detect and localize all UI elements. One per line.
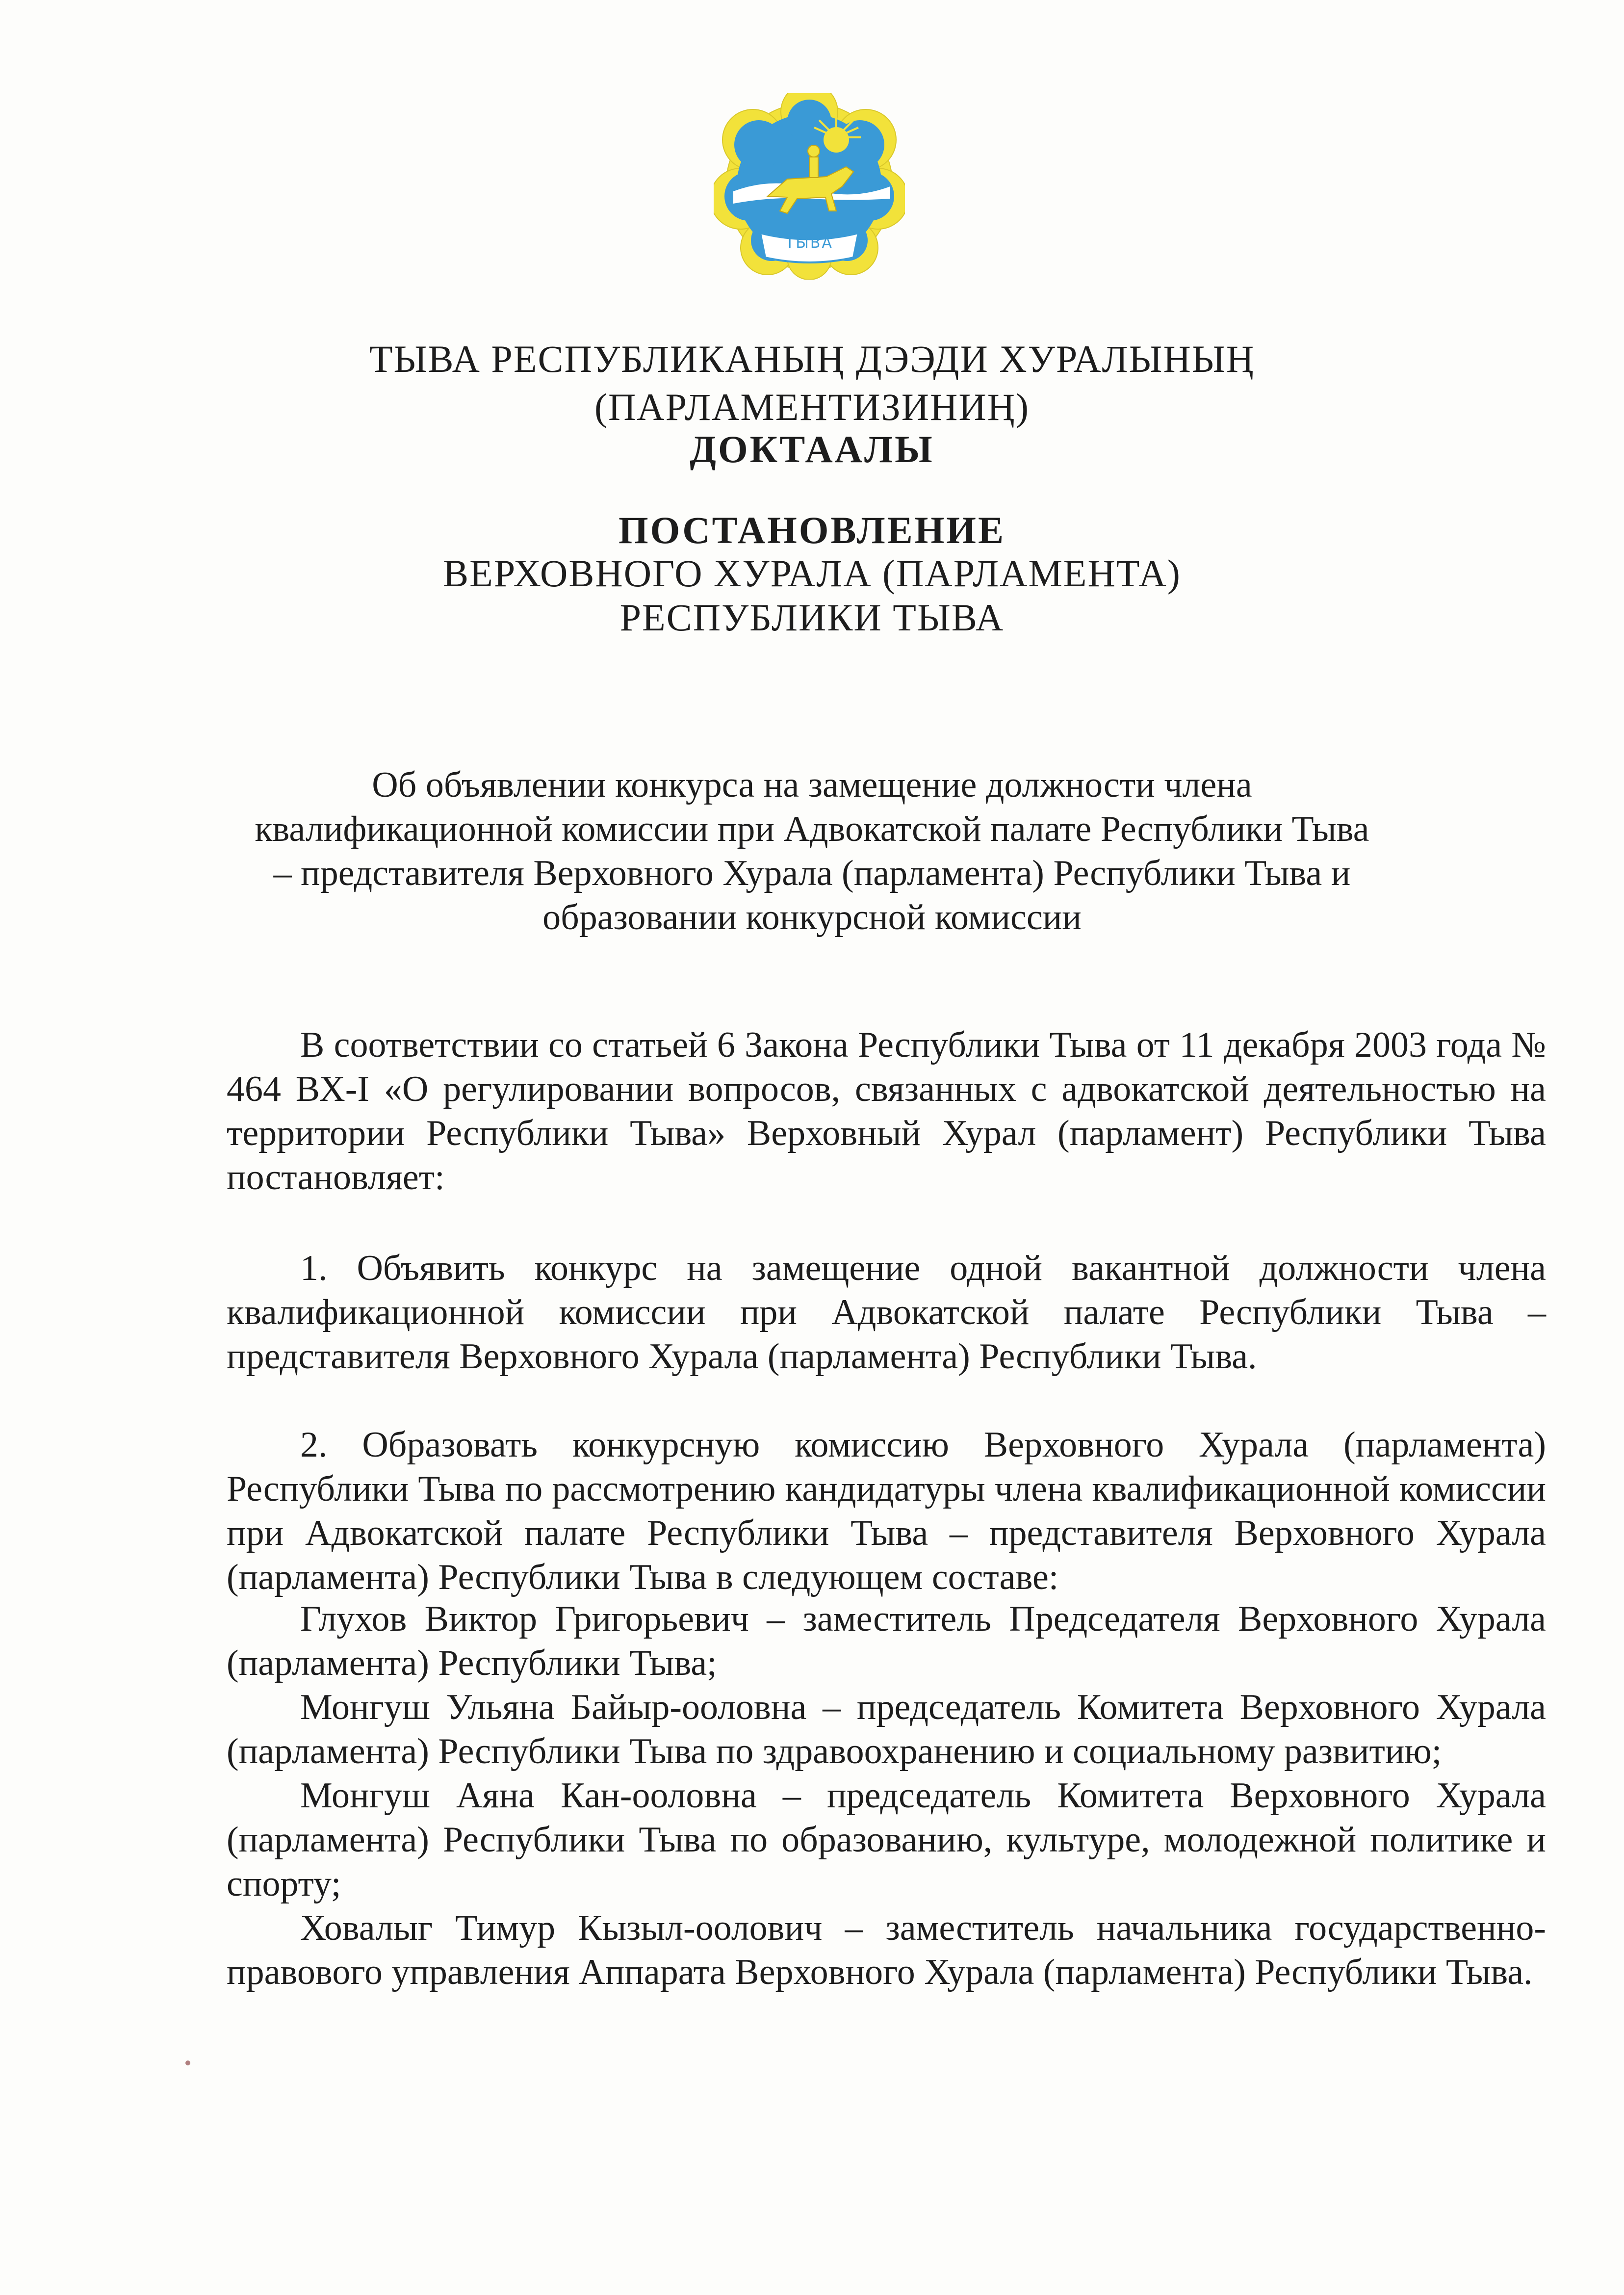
russian-header-line-2: РЕСПУБЛИКИ ТЫВА: [619, 596, 1005, 639]
tuvan-doc-type: ДОКТААЛЫ: [690, 428, 934, 470]
preamble-paragraph: В соответствии со статьей 6 Закона Республики Тыва от 11 декабря 2003 года № 464 ВХ-I «О регулировании вопросов, связанных с адвокатской деятельностью на территории Республики Тыва» Верховный Хурал (парламент) Республики Тыва постановляет:: [227, 1025, 1546, 1198]
item-1-paragraph: 1. Объявить конкурс на замещение одной вакантной должности члена квалификационной комиссии при Адвокатской палате Республики Тыва – представителя Верховного Хурала (парламента) Республики Тыва.: [227, 1248, 1546, 1377]
title-line-1: Об объявлении конкурса на замещение должности члена: [372, 765, 1252, 805]
commission-members-list: [227, 1597, 1546, 1994]
title-line-2: квалификационной комиссии при Адвокатской палате Республики Тыва: [255, 809, 1369, 849]
russian-header-line-1: ВЕРХОВНОГО ХУРАЛА (ПАРЛАМЕНТА): [443, 552, 1181, 595]
member-item: Монгуш Ульяна Байыр-ооловна – председатель Комитета Верховного Хурала (парламента) Республики Тыва по здравоохранению и социальному развитию;: [227, 1687, 1546, 1772]
tuva-coat-of-arms-icon: [714, 93, 905, 280]
document-title: [0, 763, 1624, 939]
member-item: Монгуш Аяна Кан-ооловна – председатель Комитета Верховного Хурала (парламента) Республики Тыва по образованию, культуре, молодежной политике и спорту;: [227, 1775, 1546, 1904]
emblem-label: ТЫВА: [785, 235, 833, 252]
tuvan-header-line-2: (ПАРЛАМЕНТИЗИНИҢ): [594, 386, 1030, 428]
tuvan-header-line-1: ТЫВА РЕСПУБЛИКАНЫҢ ДЭЭДИ ХУРАЛЫНЫҢ: [369, 338, 1255, 380]
member-item: Глухов Виктор Григорьевич – заместитель Председателя Верховного Хурала (парламента) Республики Тыва;: [227, 1599, 1546, 1683]
russian-doc-type: ПОСТАНОВЛЕНИЕ: [618, 509, 1005, 551]
scan-speck: [185, 2060, 190, 2065]
title-line-4: образовании конкурсной комиссии: [542, 897, 1082, 938]
title-line-3: – представителя Верховного Хурала (парламента) Республики Тыва и: [273, 853, 1351, 893]
item-2-paragraph: 2. Образовать конкурсную комиссию Верховного Хурала (парламента) Республики Тыва по рассмотрению кандидатуры члена квалификационной комиссии при Адвокатской палате Республики Тыва – представителя Верховного Хурала (парламента) Республики Тыва в следующем составе:: [227, 1425, 1546, 1597]
member-item: Ховалыг Тимур Кызыл-оолович – заместитель начальника государственно-правового управления Аппарата Верховного Хурала (парламента) Республики Тыва.: [227, 1908, 1546, 1992]
